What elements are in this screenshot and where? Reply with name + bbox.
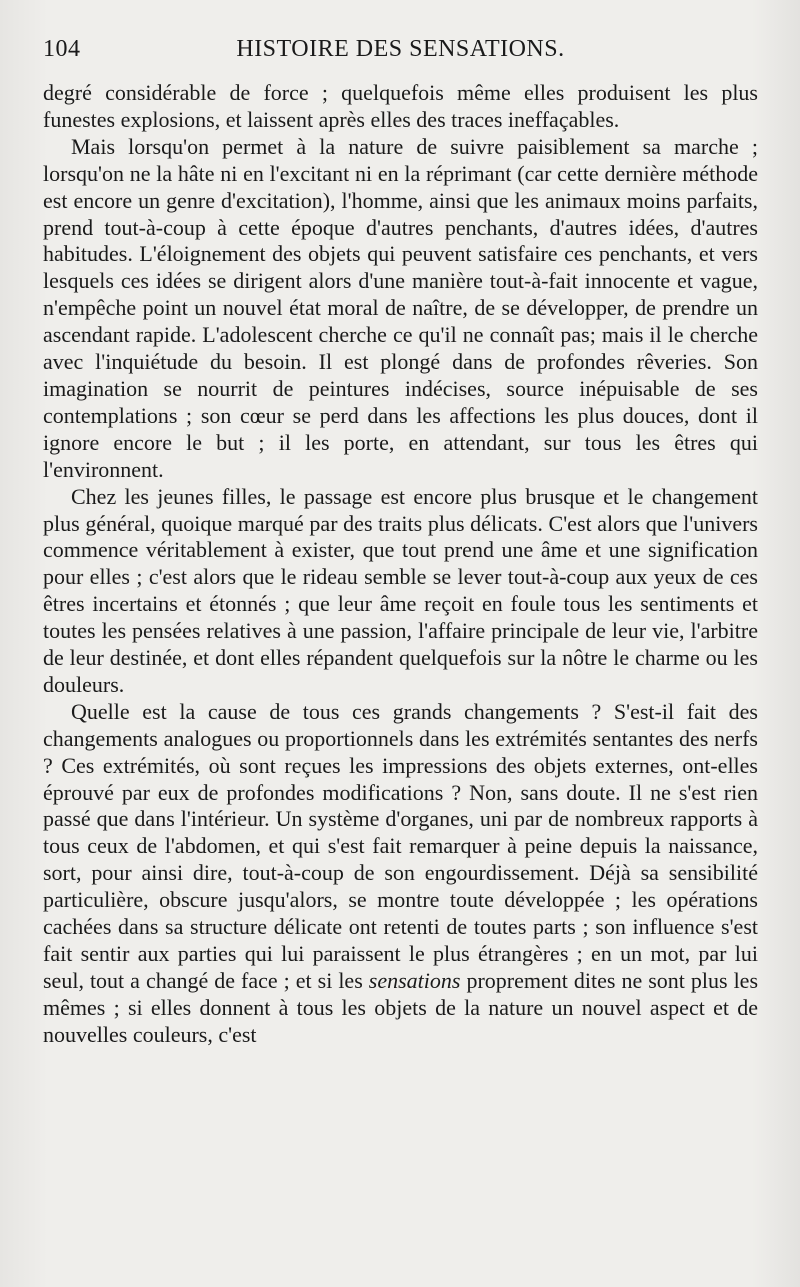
body-text: [43, 80, 758, 1049]
paragraph-continuation: degré considérable de force ; quelquefois même elles produisent les plus funestes explosions, et laissent après elles des traces ineffaçables.: [43, 80, 758, 132]
paragraph-tail: proprement dites ne sont plus les mêmes ; si elles donnent à tous les objets de la nature un nouvel aspect et de nouvelles couleurs, c'est: [43, 967, 759, 1047]
page-number: 104: [43, 36, 81, 62]
paragraph-text: Quelle est la cause de tous ces grands changements ? S'est-il fait des changements analogues ou proportionnels dans les extrémités sentantes des nerfs ? Ces extrémités, où sont reçues les impressions des objets externes, ont-elles éprouvé par eux de profondes modifications ? Non, sans doute. Il ne s'est rien passé que dans l'intérieur. Un système d'organes, uni par de nombreux rapports à tous ceux de l'abdomen, et qui s'est fait remarquer à peine depuis la naissance, sort, pour ainsi dire, tout-à-coup de son engourdissement. Déjà sa sensibilité particulière, obscure jusqu'alors, se montre toute développée ; les opérations cachées dans sa structure délicate ont retenti de toutes parts ; son influence s'est fait sentir aux parties qui lui paraissent le plus étrangères ; en un mot, par lui seul, tout a changé de face ; et si les: [43, 698, 758, 993]
paragraph-last: [43, 699, 758, 1049]
running-title: HISTOIRE DES SENSATIONS.: [236, 36, 565, 62]
paragraph: Mais lorsqu'on permet à la nature de suivre paisiblement sa marche ; lorsqu'on ne la hâte ni en l'excitant ni en la réprimant (car cette dernière méthode est encore un genre d'excitation), l'homme, ainsi que les animaux moins parfaits, prend tout-à-coup à cette époque d'autres penchants, d'autres idées, d'autres habitudes. L'éloignement des objets qui peuvent satisfaire ces penchants, et vers lesquels ces idées se dirigent alors d'une manière tout-à-fait innocente et vague, n'empêche point un nouvel état moral de naître, de se développer, de prendre un ascendant rapide. L'adolescent cherche ce qu'il ne connaît pas; mais il le cherche avec l'inquiétude du besoin. Il est plongé dans de profondes rêveries. Son imagination se nourrit de peintures indécises, source inépuisable de ses contemplations ; son cœur se perd dans les affections les plus douces, dont il ignore encore le but ; il les porte, en attendant, sur tous les êtres qui l'environnent.: [43, 133, 758, 482]
italic-word: sensations: [368, 967, 461, 993]
running-head: [43, 36, 758, 80]
paragraph: Chez les jeunes filles, le passage est encore plus brusque et le changement plus général, quoique marqué par des traits plus délicats. C'est alors que l'univers commence véritablement à exister, que tout prend une âme et une signification pour elles ; c'est alors que le rideau semble se lever tout-à-coup aux yeux de ces êtres incertains et étonnés ; que leur âme reçoit en foule tous les sentiments et toutes les pensées relatives à une passion, l'affaire principale de leur vie, l'arbitre de leur destinée, et dont elles répandent quelquefois sur la nôtre le charme ou les douleurs.: [43, 483, 758, 697]
